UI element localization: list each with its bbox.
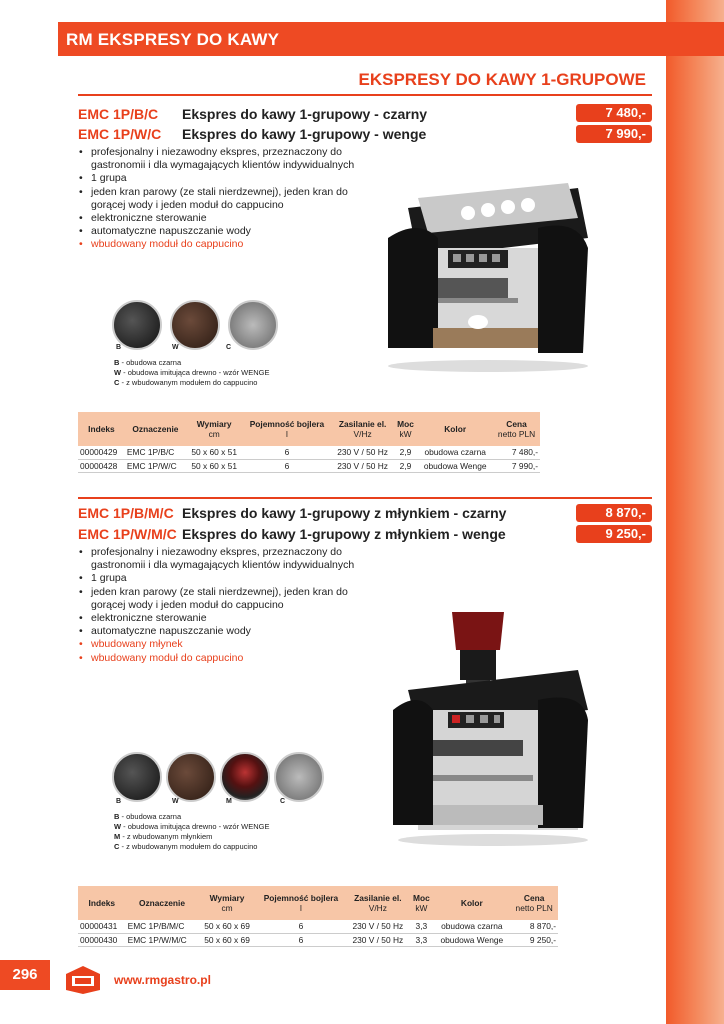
legend-item: W - obudowa imitująca drewno - wzór WENGE	[114, 822, 270, 831]
feature-list	[78, 546, 378, 665]
table-cell: 6	[256, 920, 347, 933]
legend-item: W - obudowa imitująca drewno - wzór WENGE	[114, 368, 270, 377]
column-header: Pojemność bojlera l	[256, 886, 347, 920]
table-cell: 6	[242, 459, 331, 473]
table-row	[78, 933, 558, 947]
feature-item: • profesjonalny i niezawodny ekspres, przeznaczony do	[78, 546, 378, 559]
spec-table	[78, 412, 540, 473]
table-cell: obudowa Wenge	[417, 459, 493, 473]
feature-item: • automatyczne napuszczanie wody	[78, 625, 378, 638]
feature-item: • wbudowany moduł do cappucino	[78, 238, 378, 251]
table-row	[78, 920, 558, 933]
title-rule	[78, 94, 652, 96]
spec-table	[78, 886, 558, 947]
variant-cappuccino-thumb	[228, 300, 278, 350]
variant-grinder-thumb	[220, 752, 270, 802]
feature-item: • 1 grupa	[78, 172, 378, 185]
table-cell: 230 V / 50 Hz	[332, 459, 394, 473]
table-cell: 6	[242, 446, 331, 459]
column-header: Oznaczenie	[125, 412, 186, 446]
legend-item: C - z wbudowanym modułem do cappucino	[114, 378, 258, 387]
price-badge: 8 870,-	[576, 504, 652, 522]
table-cell: obudowa Wenge	[433, 933, 510, 947]
table-cell: 3,3	[409, 920, 433, 933]
section-title: RM EKSPRESY DO KAWY	[66, 30, 280, 49]
column-header: Moc kW	[409, 886, 433, 920]
table-cell: 8 870,-	[510, 920, 558, 933]
column-header: Cena netto PLN	[493, 412, 540, 446]
table-cell: 00000429	[78, 446, 125, 459]
right-sidebar	[666, 0, 724, 1024]
feature-item: • jeden kran parowy (ze stali nierdzewnej), jeden kran do	[78, 586, 378, 599]
product-line: EMC 1P/B/M/C Ekspres do kawy 1-grupowy z młynkiem - czarny	[78, 505, 507, 521]
table-cell: EMC 1P/B/C	[125, 446, 186, 459]
column-header: Zasilanie el. V/Hz	[346, 886, 409, 920]
table-cell: 230 V / 50 Hz	[346, 920, 409, 933]
table-header-row	[78, 412, 540, 446]
thumb-labels: B W M C	[116, 798, 286, 805]
table-cell: 9 250,-	[510, 933, 558, 947]
price-badge: 9 250,-	[576, 525, 652, 543]
table-row	[78, 459, 540, 473]
variant-wenge-thumb	[170, 300, 220, 350]
column-header: Indeks	[78, 412, 125, 446]
section-rule	[78, 497, 652, 499]
website-link[interactable]: www.rmgastro.pl	[114, 973, 211, 987]
column-header: Zasilanie el. V/Hz	[332, 412, 394, 446]
legend-item: B - obudowa czarna	[114, 358, 182, 367]
feature-item: • automatyczne napuszczanie wody	[78, 225, 378, 238]
variant-thumbs	[112, 752, 324, 802]
variant-legend	[114, 812, 269, 852]
column-header: Moc kW	[394, 412, 418, 446]
column-header: Indeks	[78, 886, 126, 920]
column-header: Kolor	[417, 412, 493, 446]
espresso-grinder-machine-image	[388, 600, 594, 850]
table-row	[78, 446, 540, 459]
table-cell: 50 x 60 x 69	[198, 933, 255, 947]
feature-item: • 1 grupa	[78, 572, 378, 585]
feature-item: gorącej wody i jeden moduł do cappucino	[91, 198, 284, 211]
column-header: Oznaczenie	[126, 886, 199, 920]
feature-item: • jeden kran parowy (ze stali nierdzewnej), jeden kran do	[78, 186, 378, 199]
feature-item: • elektroniczne sterowanie	[78, 612, 378, 625]
table-cell: EMC 1P/B/M/C	[126, 920, 199, 933]
table-cell: 50 x 60 x 51	[186, 459, 242, 473]
variant-black-thumb	[112, 300, 162, 350]
price-badge: 7 990,-	[576, 125, 652, 143]
table-cell: 00000430	[78, 933, 126, 947]
table-cell: obudowa czarna	[417, 446, 493, 459]
table-cell: 00000428	[78, 459, 125, 473]
variant-legend	[114, 358, 269, 388]
feature-item: • wbudowany moduł do cappucino	[78, 652, 378, 665]
table-cell: 230 V / 50 Hz	[332, 446, 394, 459]
column-header: Wymiary cm	[198, 886, 255, 920]
column-header: Cena netto PLN	[510, 886, 558, 920]
table-cell: EMC 1P/W/C	[125, 459, 186, 473]
column-header: Wymiary cm	[186, 412, 242, 446]
thumb-labels: B W C	[116, 344, 232, 351]
page-number: 296	[0, 960, 50, 990]
table-cell: 230 V / 50 Hz	[346, 933, 409, 947]
page-title: EKSPRESY DO KAWY 1-GRUPOWE	[358, 70, 646, 89]
table-cell: EMC 1P/W/M/C	[126, 933, 199, 947]
column-header: Pojemność bojlera l	[242, 412, 331, 446]
column-header: Kolor	[433, 886, 510, 920]
table-cell: 50 x 60 x 51	[186, 446, 242, 459]
table-cell: 2,9	[394, 446, 418, 459]
feature-item: gastronomii i dla wymagających klientów indywidualnych	[91, 559, 355, 572]
legend-item: B - obudowa czarna	[114, 812, 182, 821]
feature-item: • profesjonalny i niezawodny ekspres, przeznaczony do	[78, 146, 378, 159]
table-cell: 7 480,-	[493, 446, 540, 459]
legend-item: C - z wbudowanym modułem do cappucino	[114, 842, 258, 851]
table-cell: 6	[256, 933, 347, 947]
feature-item: gastronomii i dla wymagających klientów indywidualnych	[91, 159, 355, 172]
feature-item: • elektroniczne sterowanie	[78, 212, 378, 225]
product-line: EMC 1P/B/C Ekspres do kawy 1-grupowy - czarny	[78, 106, 428, 122]
feature-item: gorącej wody i jeden moduł do cappucino	[91, 598, 284, 611]
legend-item: M - z wbudowanym młynkiem	[114, 832, 213, 841]
variant-wenge-thumb	[166, 752, 216, 802]
price-badge: 7 480,-	[576, 104, 652, 122]
table-cell: 3,3	[409, 933, 433, 947]
table-header-row	[78, 886, 558, 920]
table-cell: 7 990,-	[493, 459, 540, 473]
table-cell: 50 x 60 x 69	[198, 920, 255, 933]
product-line: EMC 1P/W/M/C Ekspres do kawy 1-grupowy z młynkiem - wenge	[78, 526, 506, 542]
feature-list	[78, 146, 378, 252]
variant-black-thumb	[112, 752, 162, 802]
espresso-machine-image	[378, 178, 596, 378]
variant-cappuccino-thumb	[274, 752, 324, 802]
variant-thumbs	[112, 300, 278, 350]
table-cell: 2,9	[394, 459, 418, 473]
rm-logo-icon	[64, 964, 102, 996]
table-cell: obudowa czarna	[433, 920, 510, 933]
table-cell: 00000431	[78, 920, 126, 933]
feature-item: • wbudowany młynek	[78, 638, 378, 651]
product-line: EMC 1P/W/C Ekspres do kawy 1-grupowy - wenge	[78, 126, 427, 142]
